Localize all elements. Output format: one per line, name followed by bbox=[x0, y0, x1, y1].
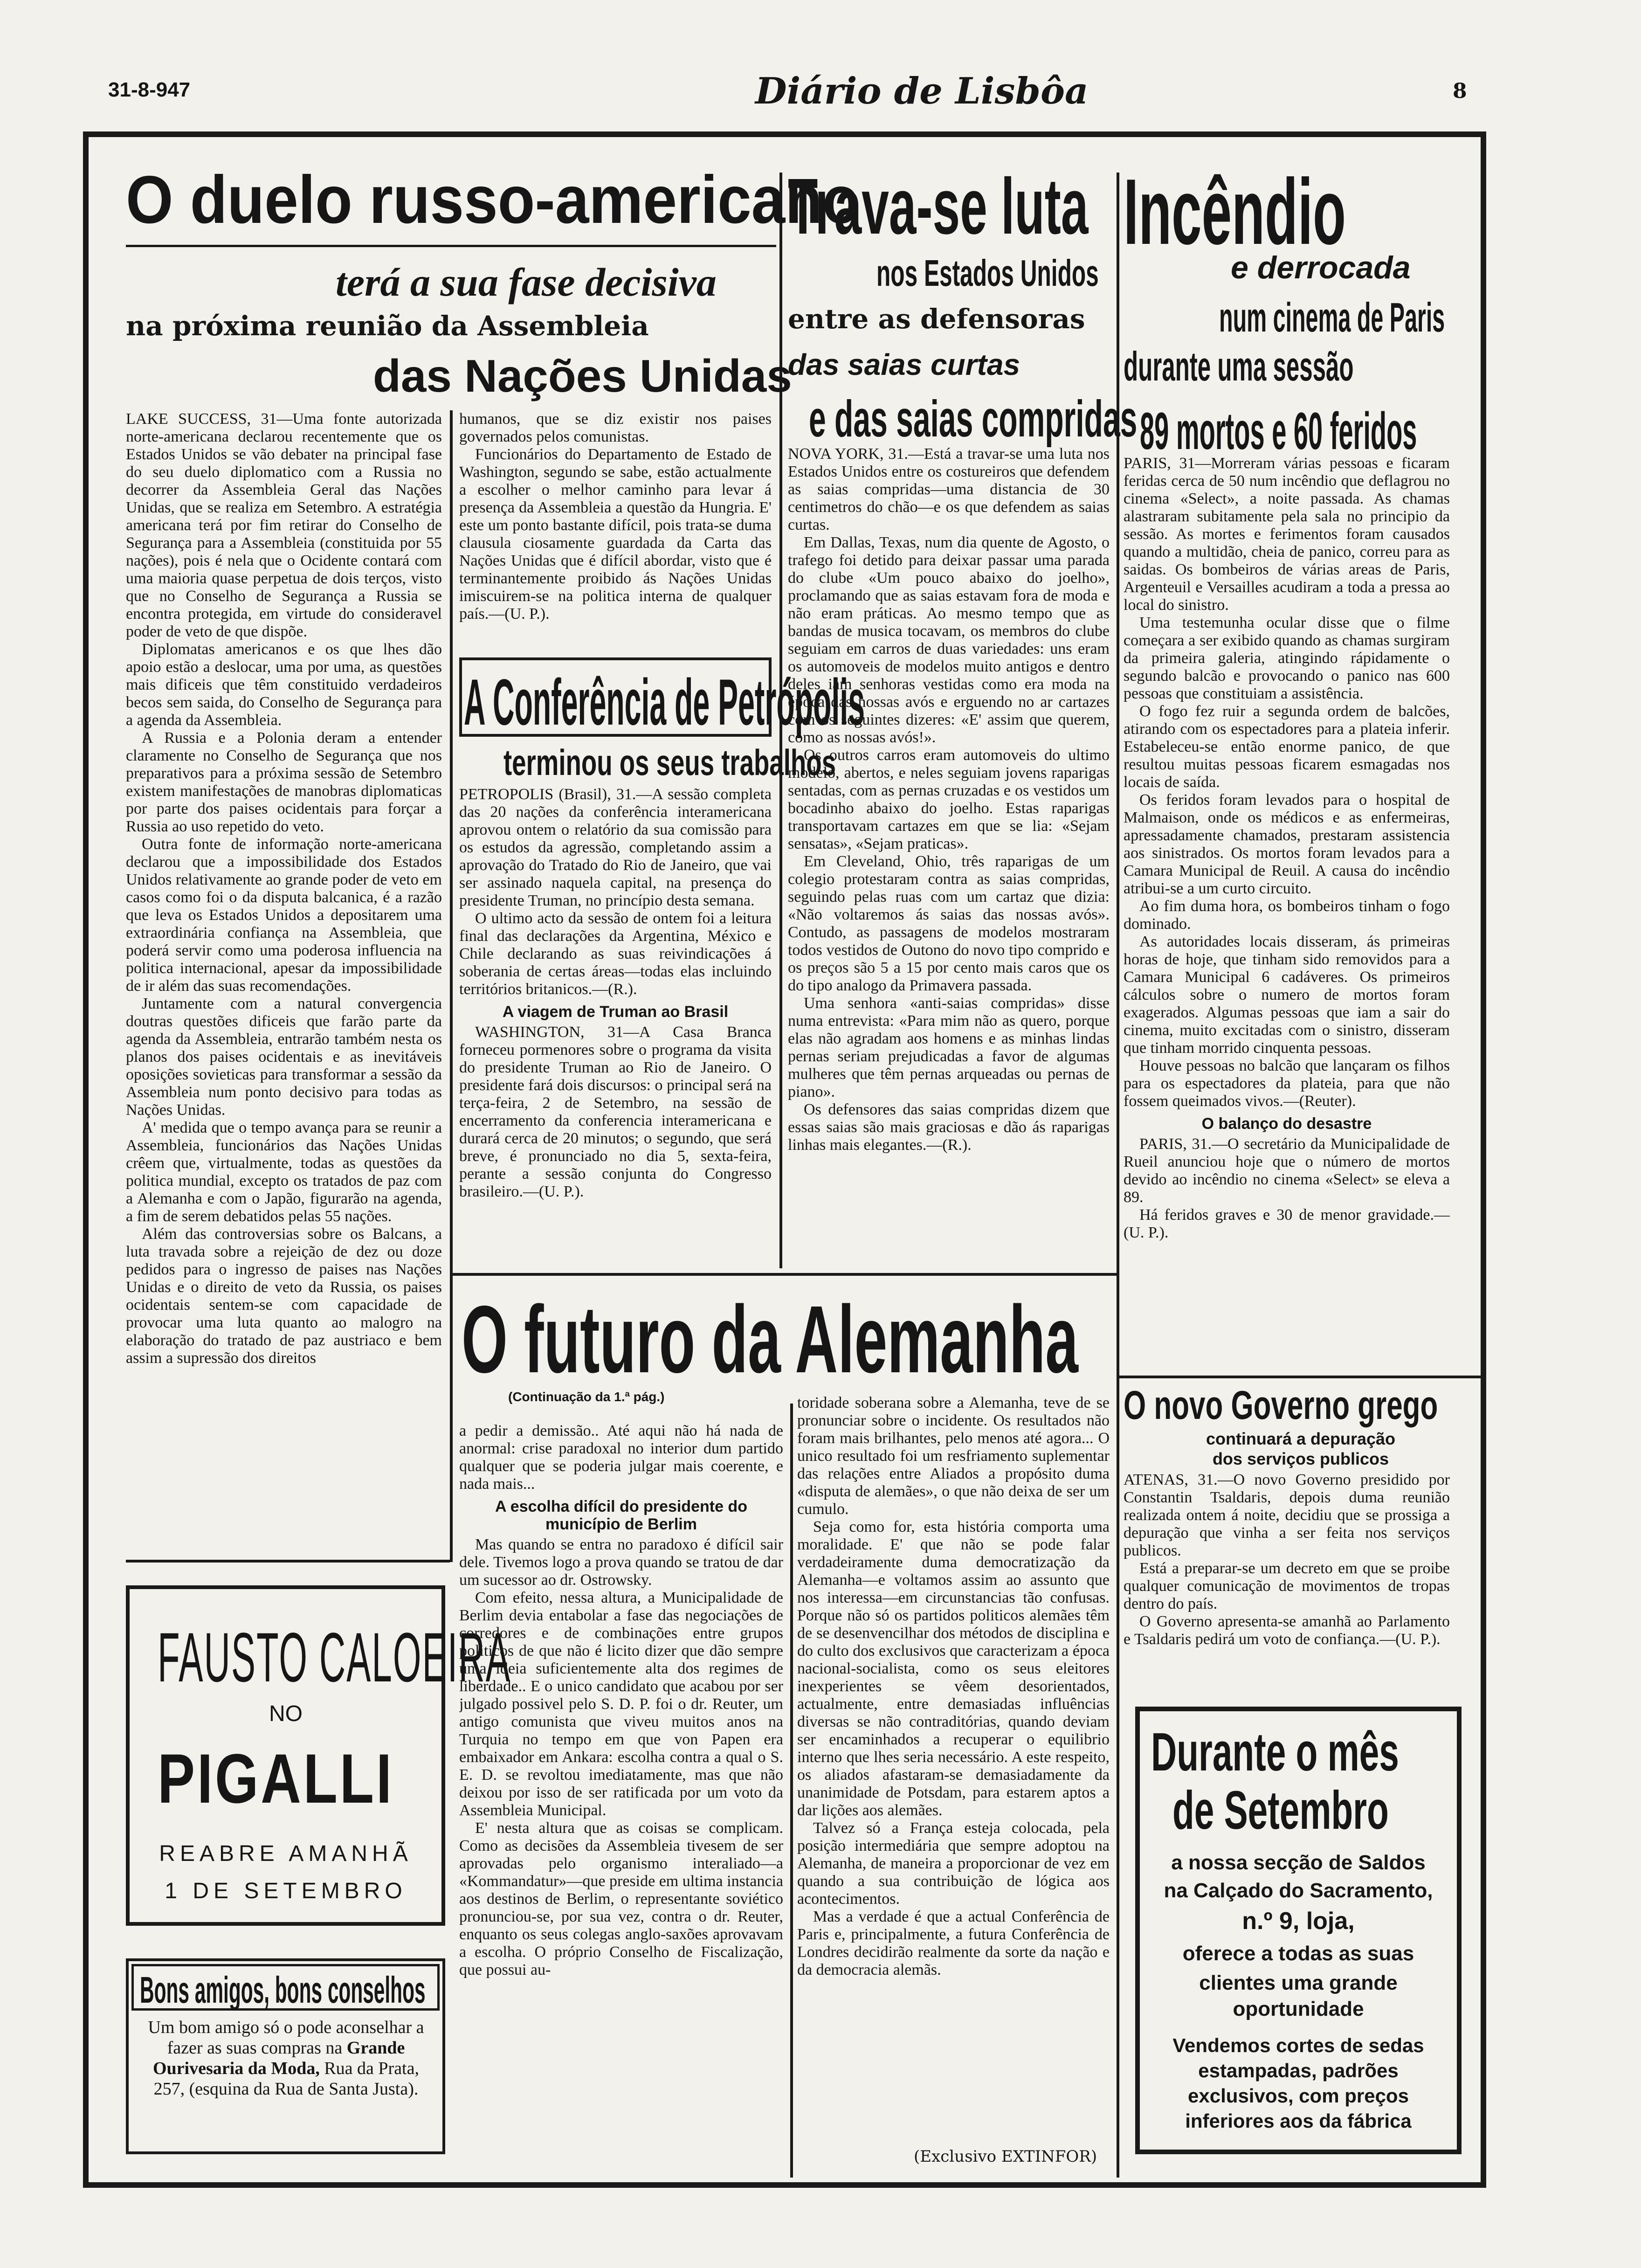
incendio-deck3: durante uma sessão bbox=[1124, 343, 1354, 389]
incendio-deck2: num cinema de Paris bbox=[1219, 294, 1445, 340]
ad-setembro bbox=[1135, 1707, 1462, 2154]
trava-deck4: e das saias compridas bbox=[809, 390, 1138, 448]
duelo-para-1: LAKE SUCCESS, 31—Uma fonte autorizada norte-americana declarou recentemente que os Estados Unidos se vão debater na principal fase do seu duelo diplomatico com a Russia no decorrer da Assembleia Geral das Nações Unidas, que se realiza em Setembro. A estratégia americana terá por fim retirar do Conselho de Segurança para a Assembleia (constituida por 55 nações), pois é nela que o Ocidente contará com uma maioria quase perpetua de dois terços, visto que no Conselho de Segurança a Russia se encontra protegida, em virtude do consideravel poder de veto de que dispõe. bbox=[126, 410, 442, 640]
alemanha-col2 bbox=[797, 1394, 1110, 2150]
grego-headline: O novo Governo grego bbox=[1124, 1383, 1438, 1428]
alemanha-para-1: a pedir a demissão.. Até aqui não há nada de anormal: crise paradoxal no interior dum partido qualquer que se poderia julgar mais coerente, e nada mais... bbox=[459, 1422, 783, 1493]
ad-pigalli-club: PIGALLI bbox=[158, 1739, 394, 1818]
ad-pigalli-name: FAUSTO CALOEIRA bbox=[158, 1618, 511, 1696]
ad-pigalli-line1: REABRE AMANHÃ bbox=[159, 1841, 413, 1866]
truman-subhead: A viagem de Truman ao Brasil bbox=[502, 1003, 729, 1021]
grego-para-1: ATENAS, 31.—O novo Governo presidido por Constantin Tsaldaris, depois duma reunião realizada ontem á noite, decidiu que se prossiga a depuração que vinha a ser feita nos serviços publicos. bbox=[1124, 1471, 1450, 1559]
ad-pigalli-line2: 1 DE SETEMBRO bbox=[165, 1879, 407, 1903]
truman-para-1: WASHINGTON, 31—A Casa Branca forneceu pormenores sobre o programa da visita do presidente Truman ao Rio de Janeiro. O presidente fará dois discursos: o principal será na terça-feira, 2 de Setembro, na sessão de encerramento da conferencia interamericana e durará cerca de 20 minutos; o segundo, que será breve, é pronunciado no dia 5, sexta-feira, perante a sessão conjunta do Congresso brasileiro.—(U. P.). bbox=[459, 1023, 772, 1200]
incendio-para-6: As autoridades locais disseram, ás primeiras horas de hoje, que tinham sido removidos para a Camara Municipal 6 cadáveres. Os primeiros cálculos sobre o numero de mortos foram exagerados. Algumas pessoas que iam a sair do cinema, muito excitadas com o sinistro, disseram que tinham morrido cinquenta pessoas. bbox=[1124, 933, 1450, 1057]
incendio-deck1: e derrocada bbox=[1231, 250, 1411, 285]
ad-bons-text1: Um bom amigo só o pode aconselhar a fazer as suas compras na bbox=[148, 2018, 424, 2058]
duelo-para-8: humanos, que se diz existir nos paises governados pelos comunistas. bbox=[459, 410, 772, 445]
incendio-para-1: PARIS, 31—Morreram várias pessoas e ficaram feridas cerca de 50 num incêndio que deflagrou no cinema «Select», a noite passada. As chamas alastraram subitamente pela sala no principio da sessão. As mortes e ferimentos foram causados quando a multidão, cheia de panico, correu para as saidas. Os bombeiros de várias areas de Paris, Argenteuil e Versailles acudiram a toda a pressa ao local do sinistro. bbox=[1124, 455, 1450, 614]
incendio-para-2: Uma testemunha ocular disse que o filme começara a ser exibido quando as chamas surgiram da primeira galeria, atingindo rápidamente o segundo balcão e provocando o panico nas 600 pessoas que constituiam a assistência. bbox=[1124, 614, 1450, 702]
ad-setembro-l5: clientes uma grande oportunidade bbox=[1199, 1971, 1398, 2020]
rule-h3 bbox=[1117, 1376, 1485, 1378]
alemanha-para-7: Talvez só a França esteja colocada, pela posição intermediária que sempre adoptou na Alemanha, de maneira a proporcionar de vez em quando a sua contribuição de lógica aos acontecimentos. bbox=[797, 1819, 1110, 1908]
incendio-headline: Incêndio bbox=[1124, 160, 1346, 264]
alemanha-continuation: (Continuação da 1.ª pág.) bbox=[508, 1390, 665, 1404]
incendio-para-3: O fogo fez ruir a segunda ordem de balcões, atirando com os espectadores para a plateia inferir. Estabeleceu-se então enorme panico, de que resultou muitas pessoas ficarem esmagadas nos locais de saída. bbox=[1124, 703, 1450, 791]
grego-body bbox=[1124, 1471, 1450, 1714]
trava-deck1: nos Estados Unidos bbox=[876, 252, 1099, 294]
ad-setembro-l6: Vendemos cortes de sedas estampadas, padrões exclusivos, com preços inferiores aos da fábrica bbox=[1172, 2034, 1424, 2132]
grego-para-2: Está a preparar-se um decreto em que se proibe qualquer comunicação de movimentos de tropas dentro do país. bbox=[1124, 1560, 1450, 1612]
trava-para-2: Em Dallas, Texas, num dia quente de Agosto, o trafego foi detido para deixar passar uma parada do clube «Um pouco abaixo do joelho», proclamando que as saias estavam fora de moda e não eram práticas. Ao mesmo tempo que as bandas de musica tocavam, os membros do clube seguiam em carros de duas variedades: uns eram os automoveis de modelos muito antigos e dentro deles iam senhoras vestidas como era moda na época das nossas avós e erguendo no ar cartazes com os seguintes dizeres: «E' assim que querem, como as nossas avós!». bbox=[788, 534, 1110, 746]
alemanha-para-3: Com efeito, nessa altura, a Municipalidade de Berlim devia entabolar a fase das negociações de corredores e de combinações entre grupos politicos de que não é licito dizer que dão sempre uma ideia suficientemente alta dos regimes de liberdade.. E o unico candidato que acabou por ser julgado possivel pelo S. D. P. foi o dr. Reuter, um antigo comunista que viveu muitos anos na Turquia no tempo em que von Papen era embaixador em Ankara: escolha contra a qual o S. E. D. se revoltou imediatamente, mas que não deixou por isso de ser ratificada por um voto da Assembleia Municipal. bbox=[459, 1589, 783, 1819]
trava-para-1: NOVA YORK, 31.—Está a travar-se uma luta nos Estados Unidos entre os costureiros que defendem as saias compridas—uma distancia de 30 centimetros do chão—e os que defendem as saias curtas. bbox=[788, 445, 1110, 533]
duelo-headline-rule bbox=[126, 245, 776, 247]
balanco-subhead: O balanço do desastre bbox=[1201, 1115, 1372, 1133]
duelo-deck3: das Nações Unidas bbox=[373, 350, 792, 401]
ad-setembro-l4: oferece a todas as suas bbox=[1182, 1942, 1414, 1965]
alemanha-para-5: toridade soberana sobre a Alemanha, teve de se pronunciar sobre o incidente. Os resultados não foram mais brilhantes, pelo menos até agora... O unico resultado foi um resfriamento suplementar das relações entre Aliados a propósito duma «disputa de alemães», o que não deixa de ser um cumulo. bbox=[797, 1394, 1110, 1518]
duelo-deck2: na próxima reunião da Assembleia bbox=[126, 310, 649, 342]
incendio-deck4: 89 mortos e 60 feridos bbox=[1140, 402, 1417, 460]
ad-pigalli-no: NO bbox=[269, 1701, 303, 1726]
duelo-deck1: terá a sua fase decisiva bbox=[336, 260, 717, 304]
rule-v1 bbox=[450, 410, 453, 1562]
ad-setembro-l2: na Calçado do Sacramento, bbox=[1164, 1879, 1433, 1902]
rule-h1 bbox=[450, 1273, 1117, 1276]
grego-deck2: dos serviços publicos bbox=[1212, 1449, 1389, 1468]
ad-bons-headline: Bons amigos, bons conselhos bbox=[140, 1969, 426, 2011]
grego-para-3: O Governo apresenta-se amanhã ao Parlamento e Tsaldaris pedirá um voto de confiança.—(U. P.). bbox=[1124, 1613, 1450, 1648]
ad-setembro-h1: Durante o mês bbox=[1151, 1722, 1399, 1782]
alemanha-para-4: E' nesta altura que as coisas se complicam. Como as decisões da Assembleia tivesem de ser aprovadas pelo organismo interaliado—a «Kommandatur»—que preside em ultima instancia aos destinos de Berlim, o representante soviético pronunciou-se, por sua vez, contra o dr. Reuter, enquanto os seus colegas anglo-saxões aprovavam a escolha. O próprio Conselho de Fiscalização, que possui au- bbox=[459, 1819, 783, 1978]
trava-para-6: Os defensores das saias compridas dizem que essas saias são mais graciosas e dão ás raparigas linhas mais elegantes.—(R.). bbox=[788, 1101, 1110, 1154]
alemanha-headline: O futuro da Alemanha bbox=[462, 1286, 1078, 1393]
trava-para-4: Em Cleveland, Ohio, três raparigas de um colegio protestaram contra as saias compridas, seguindo pelas ruas com um cartaz que dizia: «Não voltaremos ás saias das nossas avós». Contudo, as passagens de modelos mostraram todos vestidos de Outono do novo tipo comprido e os preços são 5 a 15 por cento mais caros que os do tipo analogo da Primavera passada. bbox=[788, 853, 1110, 994]
alemanha-para-2: Mas quando se entra no paradoxo é difícil sair dele. Tivemos logo a prova quando se tratou de dar um sucessor ao dr. Ostrowsky. bbox=[459, 1536, 783, 1589]
ad-setembro-l3: n.º 9, loja, bbox=[1242, 1908, 1355, 1935]
incendio-para-4: Os feridos foram levados para o hospital de Malmaison, onde os médicos e as enfermeiras, apressadamente chamados, prestaram assistencia aos sinistrados. Os mortos foram levados para a Camara Municipal de Reuil. A causa do incêndio atribui-se a um curto circuito. bbox=[1124, 791, 1450, 897]
ad-bons-text bbox=[138, 2017, 434, 2099]
duelo-para-4: Outra fonte de informação norte-americana declarou que a impossibilidade dos Estados Unidos relativamente ao grande poder de veto em casos como foi o da disputa balcanica, é a razão que leva os Estados Unidos a depositarem uma extraordinária confiança na Assembleia, que poderá servir como uma poderosa influencia na politica internacional, apesar da impossibilidade de ir além das suas recomendações. bbox=[126, 836, 442, 995]
alemanha-col1 bbox=[459, 1422, 783, 2178]
ad-bons-text2: Rua da Prata, 257, (esquina da Rua de Santa Justa). bbox=[153, 2059, 419, 2099]
balanco-para-1: PARIS, 31.—O secretário da Municipalidade de Rueil anunciou hoje que o número de mortos devido ao incêndio no cinema «Select» se eleva a 89. bbox=[1124, 1135, 1450, 1206]
duelo-para-6: A' medida que o tempo avança para se reunir a Assembleia, funcionários das Nações Unidas crêem que, virtualmente, todas as questões da politica mundial, excepto os tratados de paz com a Alemanha e com o Japão, figurarão na agenda, a fim de serem debatidos pelas 55 nações. bbox=[126, 1119, 442, 1225]
trava-body bbox=[788, 445, 1110, 1271]
petropolis-para-1: PETROPOLIS (Brasil), 31.—A sessão completa das 20 nações da conferência interamericana aprovou ontem o relatório da sua comissão para os estudos da agressão, completando assim a aprovação do Tratado do Rio de Janeiro, que vai ser assinado naquela capital, na presença do presidente Truman, no princípio desta semana. bbox=[459, 786, 772, 909]
duelo-para-2: Diplomatas americanos e os que lhes dão apoio estão a deslocar, uma por uma, as questões mais dificeis que têm constituido verdadeiros becos sem saida, do Conselho de Segurança para a agenda da Assembleia. bbox=[126, 641, 442, 729]
incendio-body bbox=[1124, 455, 1450, 1373]
ad-setembro-h2: de Setembro bbox=[1172, 1780, 1389, 1840]
duelo-col1 bbox=[126, 410, 442, 1557]
rule-v4 bbox=[790, 1404, 793, 2178]
incendio-para-7: Houve pessoas no balcão que lançaram os filhos para os espectadores da plateia, para que não fossem queimados vivos.—(Reuter). bbox=[1124, 1057, 1450, 1110]
masthead-title: Diário de Lisbôa bbox=[755, 70, 1089, 112]
petropolis-para-2: O ultimo acto da sessão de ontem foi a leitura final das declarações da Argentina, México e Chile declarando as suas reivindicações á soberania de certas áreas—todas elas incluindo territórios britanicos.—(R.). bbox=[459, 910, 772, 998]
ad-bons-strong: Grande Ourivesaria da Moda, bbox=[153, 2038, 405, 2078]
berlim-subhead: A escolha difícil do presidente do município de Berlim bbox=[495, 1498, 747, 1533]
alemanha-para-6: Seja como for, esta história comporta uma moralidade. E' que não se pode falar verdadeiramente duma democratização da Alemanha—e voltamos assim ao assunto que nos interessa—em circunstancias tão confusas. Porque não só os partidos politicos alemães têm de se desenvencilhar dos métodos de disciplina e do culto dos exclusivos que caracterizam a época nacional-socialista, como os seus eleitores inexperientes se vêem desorientados, actualmente, entre demasiadas influências diversas se não contraditórias, quando deviam ser encaminhados a recuperar o equilibrio interno que lhes seria necessário. A este respeito, os aliados afastaram-se demasiadamente da unanimidade de Potsdam, para estarem aptos a dar lições aos alemães. bbox=[797, 1518, 1110, 1819]
petropolis-headline: A Conferência de Petrópolis bbox=[464, 665, 865, 739]
trava-para-5: Uma senhora «anti-saias compridas» disse numa entrevista: «Para mim não as quero, porque elas não agradam aos homens e as minhas lindas pernas seriam prejudicadas a favor de algumas mulheres que têm pernas arqueadas ou pernas de piano». bbox=[788, 995, 1110, 1100]
trava-deck2: entre as defensoras bbox=[788, 303, 1085, 335]
duelo-para-7: Além das controversias sobre os Balcans, a luta travada sobre a rejeição de dez ou doze pedidos para o ingresso de paises nas Nações Unidas e o direito de veto da Russia, os paises ocidentais sentem-se com capacidade de provocar uma luta quanto ao malogro na elaboração do tratado de paz austriaco e bem assim a supressão dos direitos bbox=[126, 1225, 442, 1367]
duelo-para-5: Juntamente com a natural convergencia doutras questões dificeis que farão parte da agenda da Assembleia, entrarão também nesta os planos dos paises ocidentais e as inevitáveis oposições sovieticas para transformar a sessão da Assembleia num ponto decisivo para todas as Nações Unidas. bbox=[126, 995, 442, 1119]
rule-v3 bbox=[1117, 173, 1119, 2178]
masthead-date: 31-8-947 bbox=[108, 78, 191, 101]
duelo-para-3: A Russia e a Polonia deram a entender claramente no Conselho de Segurança que nos preparativos para a próxima sessão de Setembro existem manifestações de manobras diplomaticas por parte dos paises ocidentais para forçar a Russia ao uso repetido do veto. bbox=[126, 729, 442, 835]
balanco-para-2: Há feridos graves e 30 de menor gravidade.—(U. P.). bbox=[1124, 1206, 1450, 1241]
trava-headline: Trava-se luta bbox=[788, 162, 1089, 251]
petropolis-body bbox=[459, 786, 772, 1266]
duelo-para-9: Funcionários do Departamento de Estado de Washington, segundo se sabe, estão actualmente a escolher o melhor caminho para levar á presença da Assembleia a questão da Hungria. E' este um ponto bastante difícil, pois trata-se duma clausula ciosamente guardada da Carta das Nações Unidas que é difícil abordar, visto que é terminantemente proibido ás Nações Unidas imiscuirem-se na politica interna de qualquer país.—(U. P.). bbox=[459, 446, 772, 622]
trava-para-3: Os outros carros eram automoveis do ultimo modelo, abertos, e neles seguiam jovens raparigas sentadas, com as pernas cruzadas e os vestidos um bocadinho abaixo do joelho. Estas raparigas transportavam cartazes em que se lia: «Sejam sensatas», «Sejam praticas». bbox=[788, 747, 1110, 852]
petropolis-deck: terminou os seus trabalhos bbox=[503, 742, 836, 783]
grego-deck1: continuará a depuração bbox=[1206, 1429, 1396, 1448]
ad-bons-amigos bbox=[126, 1958, 445, 2154]
duelo-headline: O duelo russo-americano bbox=[126, 162, 860, 237]
ad-pigalli bbox=[126, 1585, 511, 1926]
incendio-para-5: Ao fim duma hora, os bombeiros tinham o fogo dominado. bbox=[1124, 898, 1450, 933]
trava-deck3: das saias curtas bbox=[788, 348, 1020, 381]
ad-setembro-l1: a nossa secção de Saldos bbox=[1171, 1851, 1426, 1874]
alemanha-credit: (Exclusivo EXTINFOR) bbox=[914, 2147, 1097, 2166]
rule-h2 bbox=[126, 1560, 450, 1563]
alemanha-para-8: Mas a verdade é que a actual Conferência de Paris e, principalmente, a futura Conferência de Londres decidirão realmente da sorte da nação e da democracia alemãs. bbox=[797, 1908, 1110, 1978]
page-number: 8 bbox=[1453, 79, 1467, 103]
duelo-col2 bbox=[459, 410, 772, 625]
